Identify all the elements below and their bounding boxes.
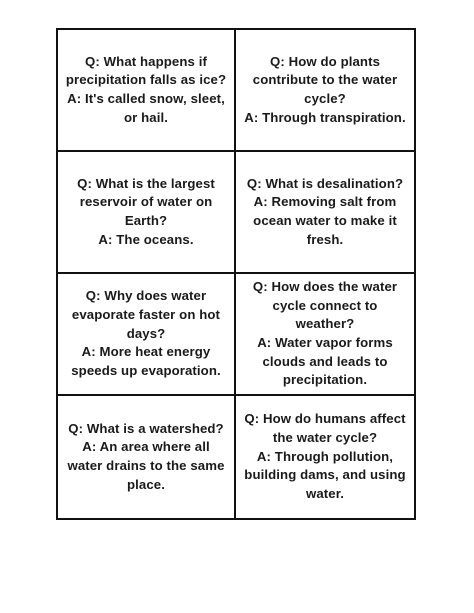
flashcard-question: Q: What is a watershed? xyxy=(68,420,224,436)
flashcard-question: Q: What is desalination? xyxy=(246,175,404,191)
flashcard-text xyxy=(242,175,408,250)
flashcard xyxy=(58,396,236,518)
flashcard-question: Q: How does the water cycle connect to weather? xyxy=(252,278,398,332)
flashcard-answer: A: Removing salt from ocean water to make it fresh. xyxy=(253,194,397,247)
flashcard-answer: A: It's called snow, sleet, or hail. xyxy=(67,91,225,125)
flashcard-answer: A: The oceans. xyxy=(98,231,194,247)
flashcard xyxy=(58,274,236,396)
flashcard-question: Q: What is the largest reservoir of water on Earth? xyxy=(77,175,215,228)
flashcard-answer: A: More heat energy speeds up evaporation. xyxy=(71,344,221,379)
flashcard-answer: A: Through pollution, building dams, and using water. xyxy=(244,448,406,502)
flashcard xyxy=(236,274,414,396)
flashcard-sheet xyxy=(56,28,416,520)
flashcard-text xyxy=(242,53,408,128)
flashcard-text xyxy=(64,287,228,381)
flashcard-text xyxy=(64,175,228,250)
flashcard xyxy=(236,152,414,274)
flashcard xyxy=(58,152,236,274)
flashcard-text xyxy=(242,278,408,390)
flashcard-question: Q: What happens if precipitation falls as ice? xyxy=(65,53,227,88)
flashcard xyxy=(236,396,414,518)
flashcard-text xyxy=(242,410,408,504)
flashcard-answer: A: Through transpiration. xyxy=(244,109,406,125)
flashcard-answer: A: An area where all water drains to the same place. xyxy=(67,439,225,492)
flashcard-question: Q: How do humans affect the water cycle? xyxy=(244,411,406,445)
flashcard-question: Q: How do plants contribute to the water cycle? xyxy=(252,53,398,106)
flashcard-text xyxy=(64,420,228,495)
flashcard-answer: A: Water vapor forms clouds and leads to precipitation. xyxy=(257,335,393,388)
flashcard xyxy=(236,30,414,152)
flashcard-question: Q: Why does water evaporate faster on hot days? xyxy=(71,288,221,341)
flashcard xyxy=(58,30,236,152)
flashcard-text xyxy=(64,53,228,128)
